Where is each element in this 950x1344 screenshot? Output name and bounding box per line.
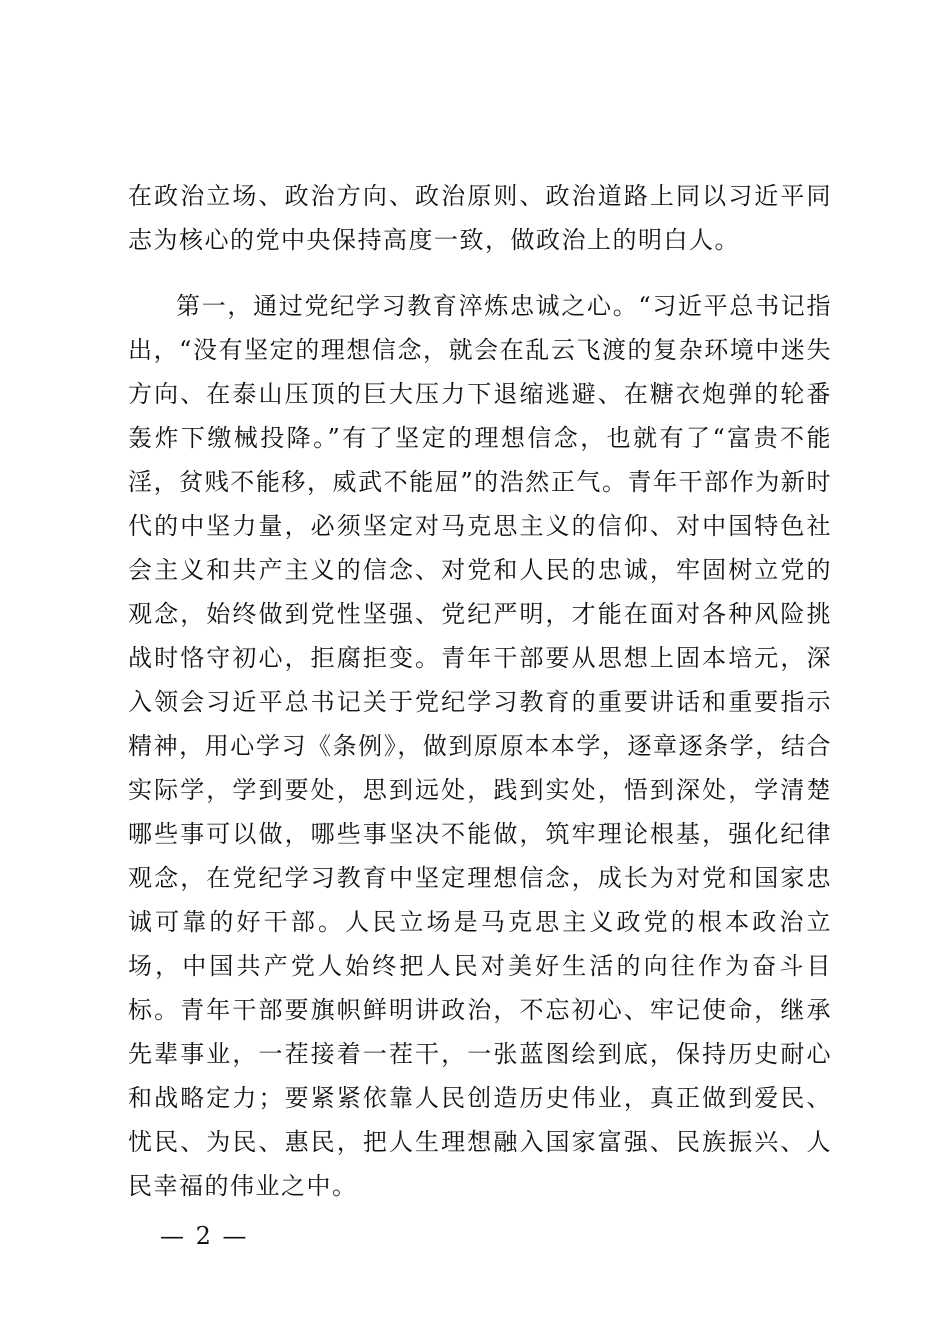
document-body [128, 174, 832, 1208]
paragraph-first-point: 第一，通过党纪学习教育淬炼忠诚之心。“习近平总书记指出，“没有坚定的理想信念，就会在乱云飞渡的复杂环境中迷失方向、在泰山压顶的巨大压力下退缩逃避、在糖衣炮弹的轮番轰炸下缴械投降。”有了坚定的理想信念，也就有了“富贵不能淫，贫贱不能移，威武不能屈”的浩然正气。青年干部作为新时代的中坚力量，必须坚定对马克思主义的信仰、对中国特色社会主义和共产主义的信念、对党和人民的忠诚，牢固树立党的观念，始终做到党性坚强、党纪严明，才能在面对各种风险挑战时恪守初心，拒腐拒变。青年干部要从思想上固本培元，深入领会习近平总书记关于党纪学习教育的重要讲话和重要指示精神，用心学习《条例》，做到原原本本学，逐章逐条学，结合实际学，学到要处，思到远处，践到实处，悟到深处，学清楚哪些事可以做，哪些事坚决不能做，筑牢理论根基，强化纪律观念，在党纪学习教育中坚定理想信念，成长为对党和国家忠诚可靠的好干部。人民立场是马克思主义政党的根本政治立场，中国共产党人始终把人民对美好生活的向往作为奋斗目标。青年干部要旗帜鲜明讲政治，不忘初心、牢记使命，继承先辈事业，一茬接着一茬干，一张蓝图绘到底，保持历史耐心和战略定力；要紧紧依靠人民创造历史伟业，真正做到爱民、忧民、为民、惠民，把人生理想融入国家富强、民族振兴、人民幸福的伟业之中。 [128, 292, 832, 1200]
paragraph-continued: 在政治立场、政治方向、政治原则、政治道路上同以习近平同志为核心的党中央保持高度一致，做政治上的明白人。 [128, 182, 832, 254]
page-number: — 2 — [160, 1222, 249, 1250]
